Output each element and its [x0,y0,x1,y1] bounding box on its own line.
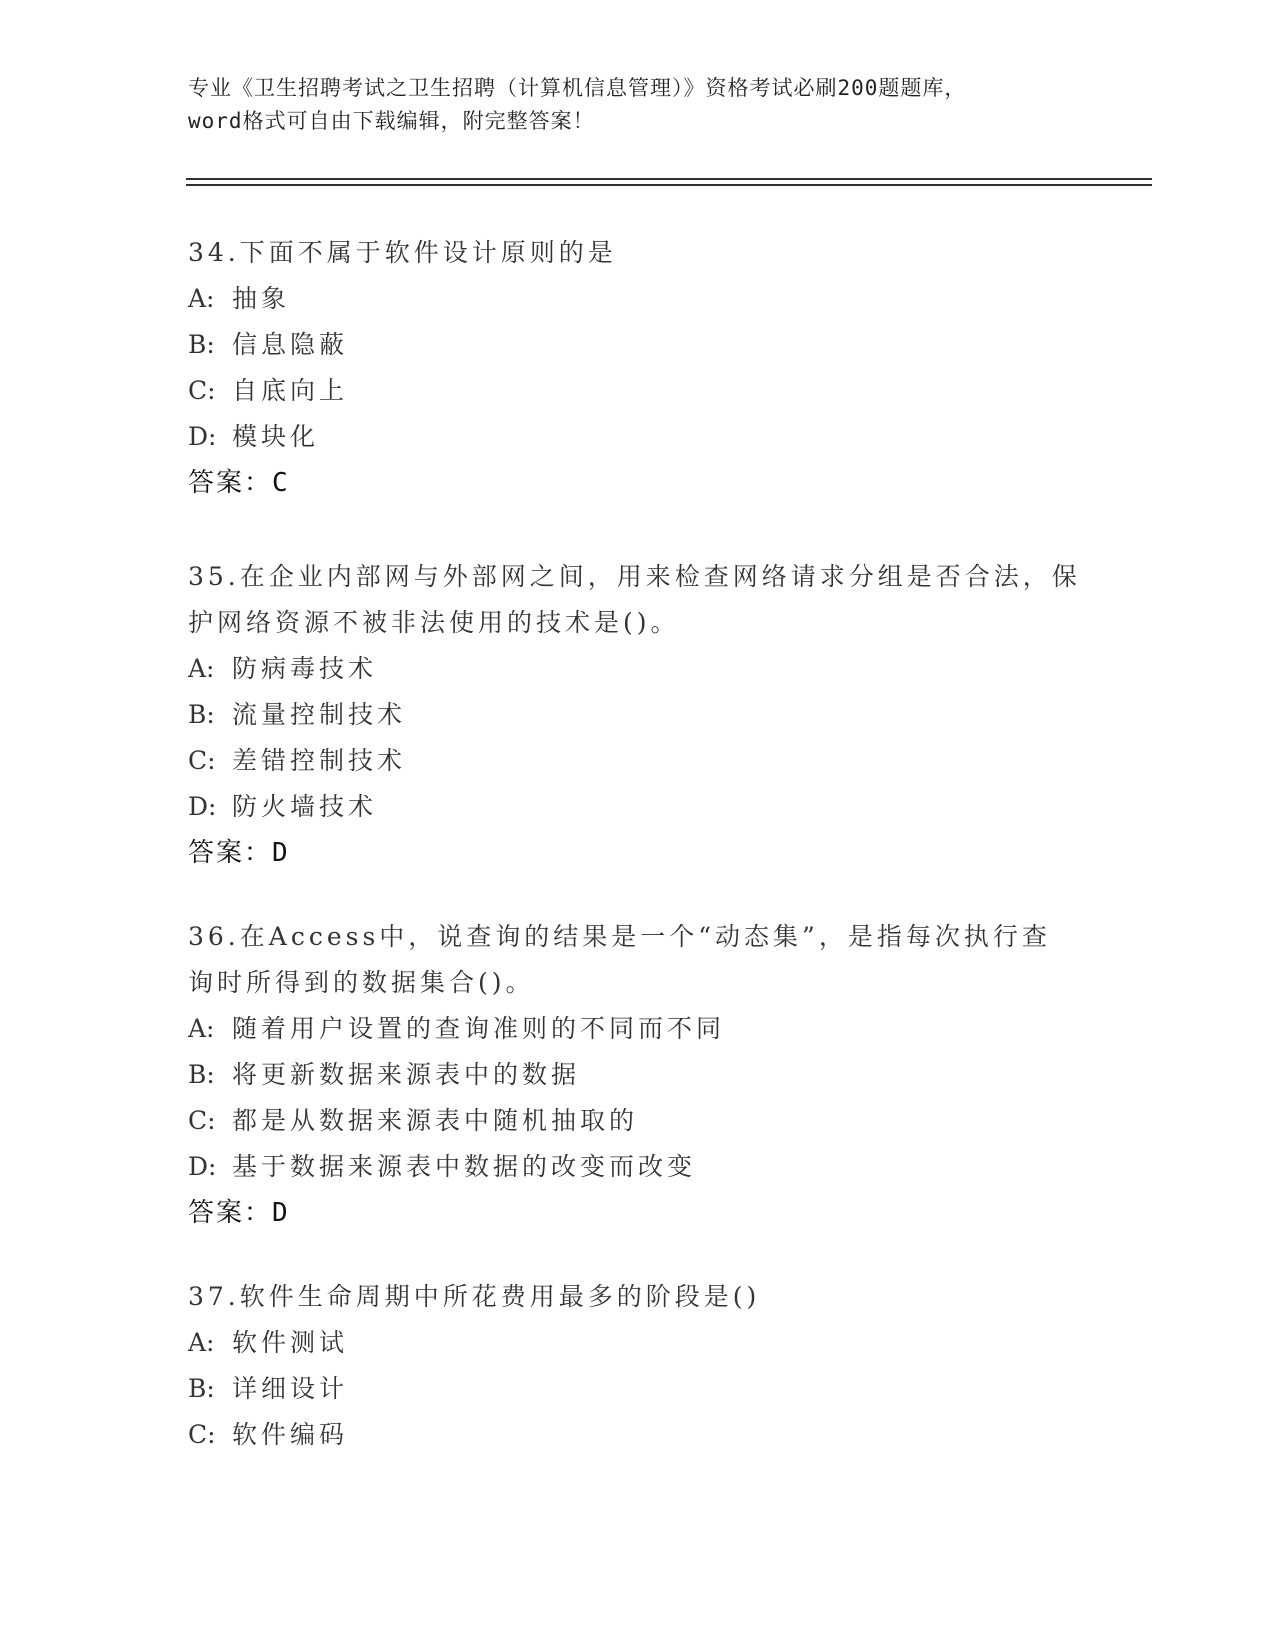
question-35 [188,554,1088,876]
option-text: 抽象 [232,284,291,313]
answer-line [188,460,1088,506]
question-text: 37.软件生命周期中所花费用最多的阶段是() [188,1282,761,1311]
option-key: A: [188,1328,215,1357]
option-b [188,1052,1088,1098]
header-divider-bottom [186,184,1152,186]
option-key: C: [188,1420,216,1449]
option-key: D: [188,422,217,451]
header-divider-top [186,178,1152,180]
option-key: A: [188,1014,215,1043]
answer-value: D [272,1198,290,1228]
option-key: D: [188,792,217,821]
option-key: A: [188,284,215,313]
option-d [188,784,1088,830]
option-text: 差错控制技术 [232,746,407,775]
header-line-2: word格式可自由下载编辑，附完整答案！ [188,109,595,133]
document-header [188,72,1088,138]
option-c [188,738,1088,784]
option-text: 防病毒技术 [232,654,378,683]
option-a [188,1320,1088,1366]
option-text: 自底向上 [232,376,349,405]
option-key: C: [188,376,216,405]
option-text: 将更新数据来源表中的数据 [232,1060,581,1089]
answer-value: C [272,468,290,498]
option-b [188,322,1088,368]
question-text-line-2: 询时所得到的数据集合()。 [188,968,535,997]
option-text: 基于数据来源表中数据的改变而改变 [232,1152,697,1181]
option-d [188,414,1088,460]
answer-label: 答案： [188,838,273,868]
question-text: 34.下面不属于软件设计原则的是 [188,238,617,267]
option-text: 模块化 [232,422,320,451]
answer-value: D [272,838,290,868]
option-key: D: [188,1152,217,1181]
question-text-line-1: 35.在企业内部网与外部网之间，用来检查网络请求分组是否合法，保 [188,562,1081,591]
option-b [188,692,1088,738]
option-a [188,646,1088,692]
question-text-line-2: 护网络资源不被非法使用的技术是()。 [188,608,680,637]
option-text: 防火墙技术 [232,792,378,821]
question-text-line-1: 36.在Access中，说查询的结果是一个“动态集”，是指每次执行查 [188,922,1051,951]
question-37 [188,1274,1088,1458]
answer-line [188,830,1088,876]
option-c [188,1098,1088,1144]
option-text: 流量控制技术 [232,700,407,729]
option-c [188,1412,1088,1458]
option-key: B: [188,1374,215,1403]
option-text: 信息隐蔽 [232,330,349,359]
option-key: C: [188,746,216,775]
answer-label: 答案： [188,468,273,498]
option-a [188,276,1088,322]
question-36 [188,914,1088,1236]
option-a [188,1006,1088,1052]
option-key: B: [188,700,215,729]
option-d [188,1144,1088,1190]
answer-line [188,1190,1088,1236]
option-text: 随着用户设置的查询准则的不同而不同 [232,1014,726,1043]
option-b [188,1366,1088,1412]
header-line-1: 专业《卫生招聘考试之卫生招聘（计算机信息管理）》资格考试必刷200题题库， [188,76,967,100]
option-text: 软件测试 [232,1328,349,1357]
option-c [188,368,1088,414]
option-key: B: [188,330,215,359]
question-34 [188,230,1088,506]
option-text: 都是从数据来源表中随机抽取的 [232,1106,639,1135]
option-key: A: [188,654,215,683]
answer-label: 答案： [188,1198,273,1228]
option-text: 详细设计 [232,1374,349,1403]
option-key: B: [188,1060,215,1089]
option-key: C: [188,1106,216,1135]
option-text: 软件编码 [232,1420,349,1449]
